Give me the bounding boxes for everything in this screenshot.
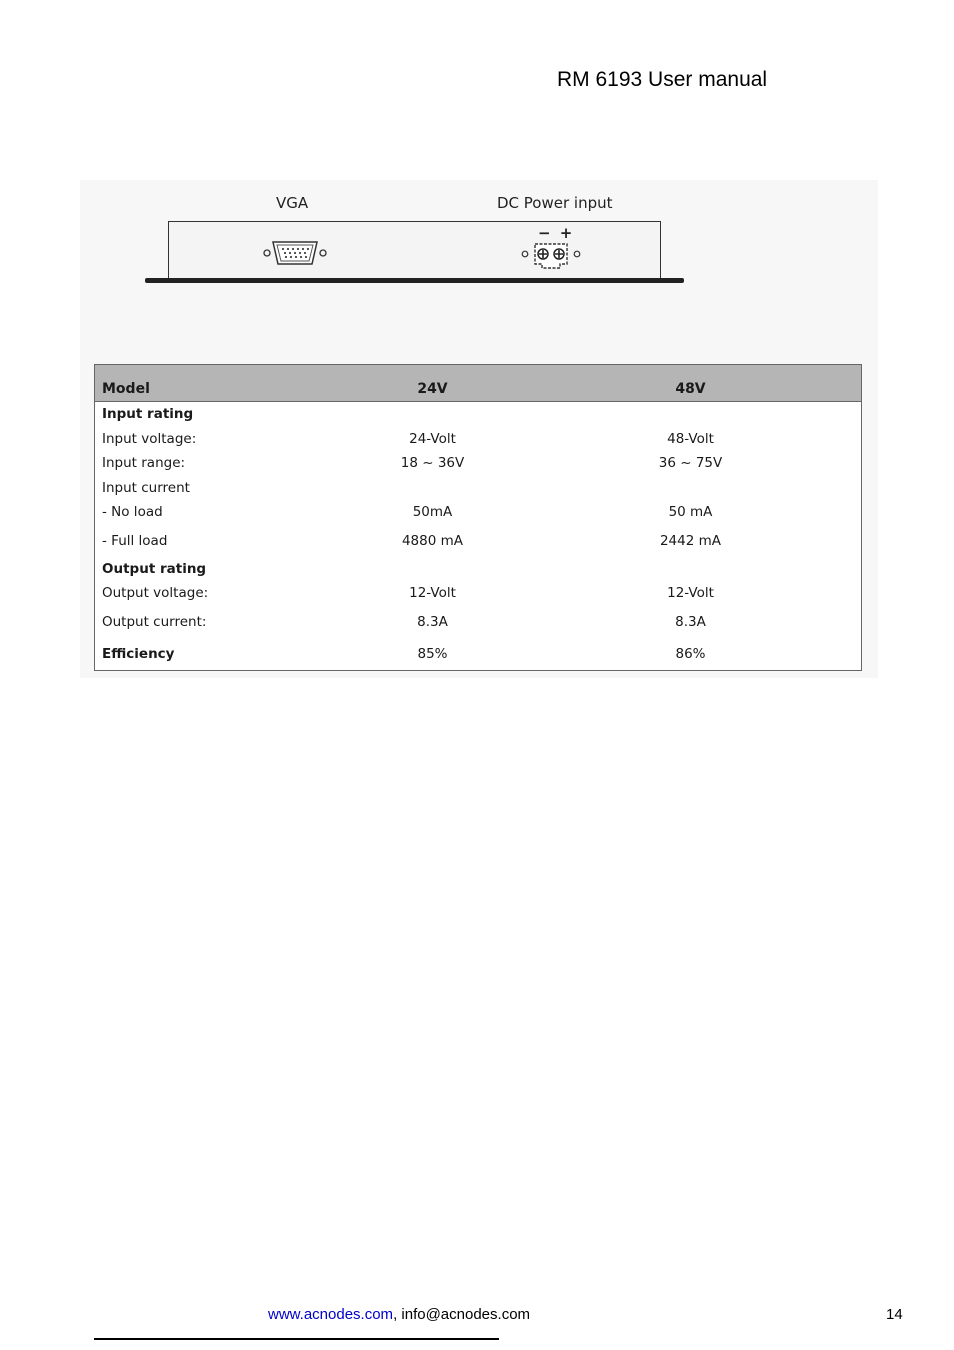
cell-24v: 4880 mA bbox=[401, 532, 464, 549]
row-label: Output rating bbox=[102, 560, 207, 577]
table-row bbox=[95, 451, 861, 476]
footer-divider bbox=[94, 1338, 499, 1340]
table-row bbox=[95, 476, 861, 501]
rear-panel-figure bbox=[80, 180, 878, 678]
table-row bbox=[95, 525, 861, 557]
cell-48v: 50 mA bbox=[668, 504, 713, 521]
footer-email: , info@acnodes.com bbox=[393, 1306, 531, 1323]
vga-label: VGA bbox=[276, 194, 309, 212]
cell-24v: 18 ~ 36V bbox=[400, 455, 465, 472]
table-row bbox=[95, 581, 861, 606]
table-row bbox=[95, 402, 861, 427]
vga-connector-icon bbox=[262, 238, 328, 268]
cell-48v: 2442 mA bbox=[659, 532, 722, 549]
polarity-label: − + bbox=[538, 224, 575, 242]
table-row bbox=[95, 427, 861, 452]
cell-48v: 12-Volt bbox=[667, 585, 714, 602]
cell-48v bbox=[520, 557, 861, 582]
cell-48v: 36 ~ 75V bbox=[658, 455, 723, 472]
row-label: Input range: bbox=[102, 455, 186, 472]
page-number: 14 bbox=[886, 1306, 903, 1323]
row-label: - Full load bbox=[102, 532, 168, 549]
cell-48v bbox=[520, 402, 861, 427]
row-label: Output voltage: bbox=[102, 585, 209, 602]
dc-power-label: DC Power input bbox=[497, 194, 613, 212]
cell-48v: 86% bbox=[675, 645, 706, 662]
row-label: - No load bbox=[102, 504, 163, 521]
row-label: Input current bbox=[102, 479, 190, 496]
row-label: Input rating bbox=[102, 406, 194, 423]
website-link[interactable]: www.acnodes.com bbox=[268, 1306, 394, 1323]
table-row bbox=[95, 557, 861, 582]
cell-48v: 8.3A bbox=[675, 613, 706, 630]
cell-24v bbox=[345, 402, 520, 427]
row-label: Output current: bbox=[102, 613, 207, 630]
header-48v: 48V bbox=[520, 365, 861, 402]
row-label: Efficiency bbox=[102, 645, 175, 662]
cell-24v: 12-Volt bbox=[409, 585, 456, 602]
cell-24v: 85% bbox=[417, 645, 448, 662]
header-model: Model bbox=[95, 365, 345, 402]
table-row bbox=[95, 606, 861, 638]
cell-24v: 50mA bbox=[412, 504, 453, 521]
cell-24v bbox=[345, 476, 520, 501]
table-header-row bbox=[95, 365, 861, 402]
rear-panel-outline bbox=[168, 221, 661, 279]
cell-24v: 8.3A bbox=[417, 613, 448, 630]
cell-48v bbox=[520, 476, 861, 501]
header-24v: 24V bbox=[345, 365, 520, 402]
cell-24v bbox=[345, 557, 520, 582]
document-title: RM 6193 User manual bbox=[557, 68, 768, 91]
footer-contact bbox=[268, 1306, 530, 1323]
cell-24v: 24-Volt bbox=[409, 430, 456, 447]
cell-48v: 48-Volt bbox=[667, 430, 714, 447]
table-row bbox=[95, 638, 861, 670]
rear-panel-base bbox=[145, 278, 684, 283]
row-label: Input voltage: bbox=[102, 430, 197, 447]
dc-power-connector-icon bbox=[520, 240, 582, 270]
table-row bbox=[95, 500, 861, 525]
power-spec-table bbox=[94, 364, 862, 671]
